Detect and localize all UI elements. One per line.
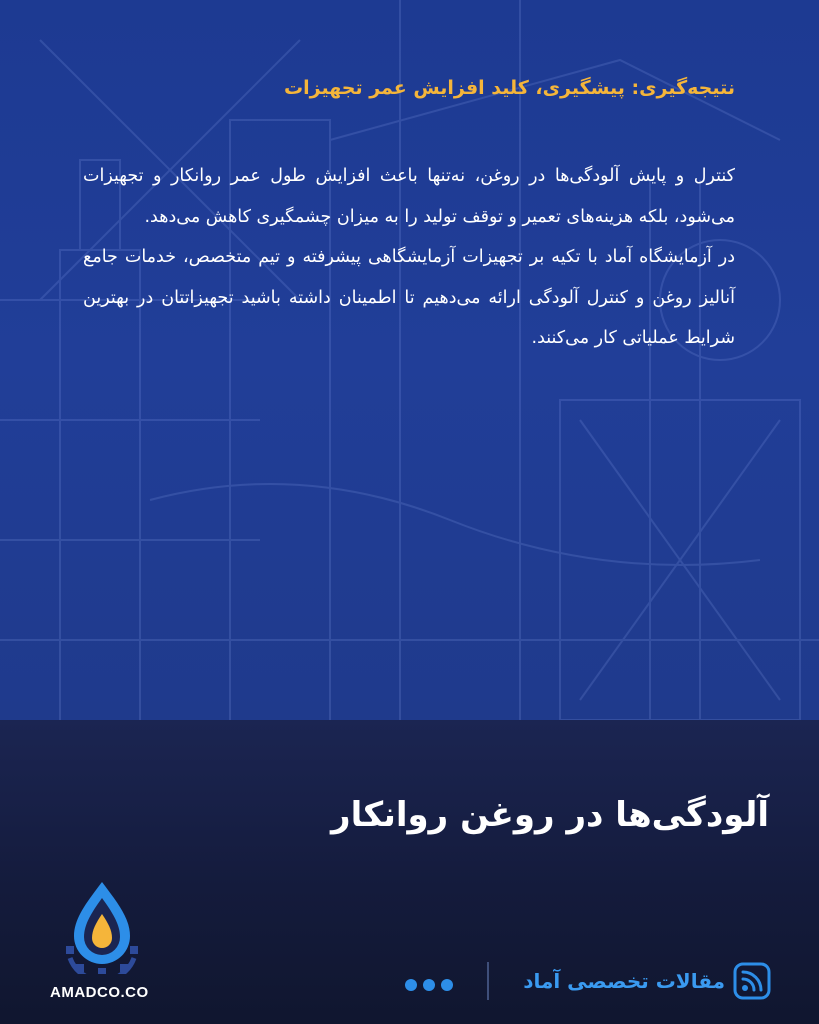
- amadco-logo-icon: [62, 880, 142, 974]
- rss-feed-icon[interactable]: [733, 962, 771, 1000]
- dot: [441, 979, 453, 991]
- article-body: [83, 156, 735, 359]
- dot: [405, 979, 417, 991]
- more-dots-icon[interactable]: [405, 979, 453, 991]
- paragraph-prevention: کنترل و پایش آلودگی‌ها در روغن، نه‌تنها باعث افزایش طول عمر روانکار و تجهیزات می‌شود، بلکه هزینه‌های تعمیر و توقف تولید را به میزان چشمگیری کاهش می‌دهد.: [83, 166, 735, 227]
- category-label[interactable]: مقالات تخصصی آماد: [523, 969, 725, 993]
- page-title: آلودگی‌ها در روغن روانکار: [331, 795, 769, 835]
- section-heading: نتیجه‌گیری: پیشگیری، کلید افزایش عمر تجهیزات: [284, 77, 735, 99]
- paragraph-laboratory: در آزمایشگاه آماد با تکیه بر تجهیزات آزمایشگاهی پیشرفته و تیم متخصص، خدمات جامع آنالیز روغن و کنترل آلودگی ارائه می‌دهیم تا اطمینان داشته باشید تجهیزاتتان در بهترین شرایط عملیاتی کار می‌کنند.: [83, 247, 735, 348]
- dot: [423, 979, 435, 991]
- brand-website[interactable]: AMADCO.CO: [50, 984, 149, 1001]
